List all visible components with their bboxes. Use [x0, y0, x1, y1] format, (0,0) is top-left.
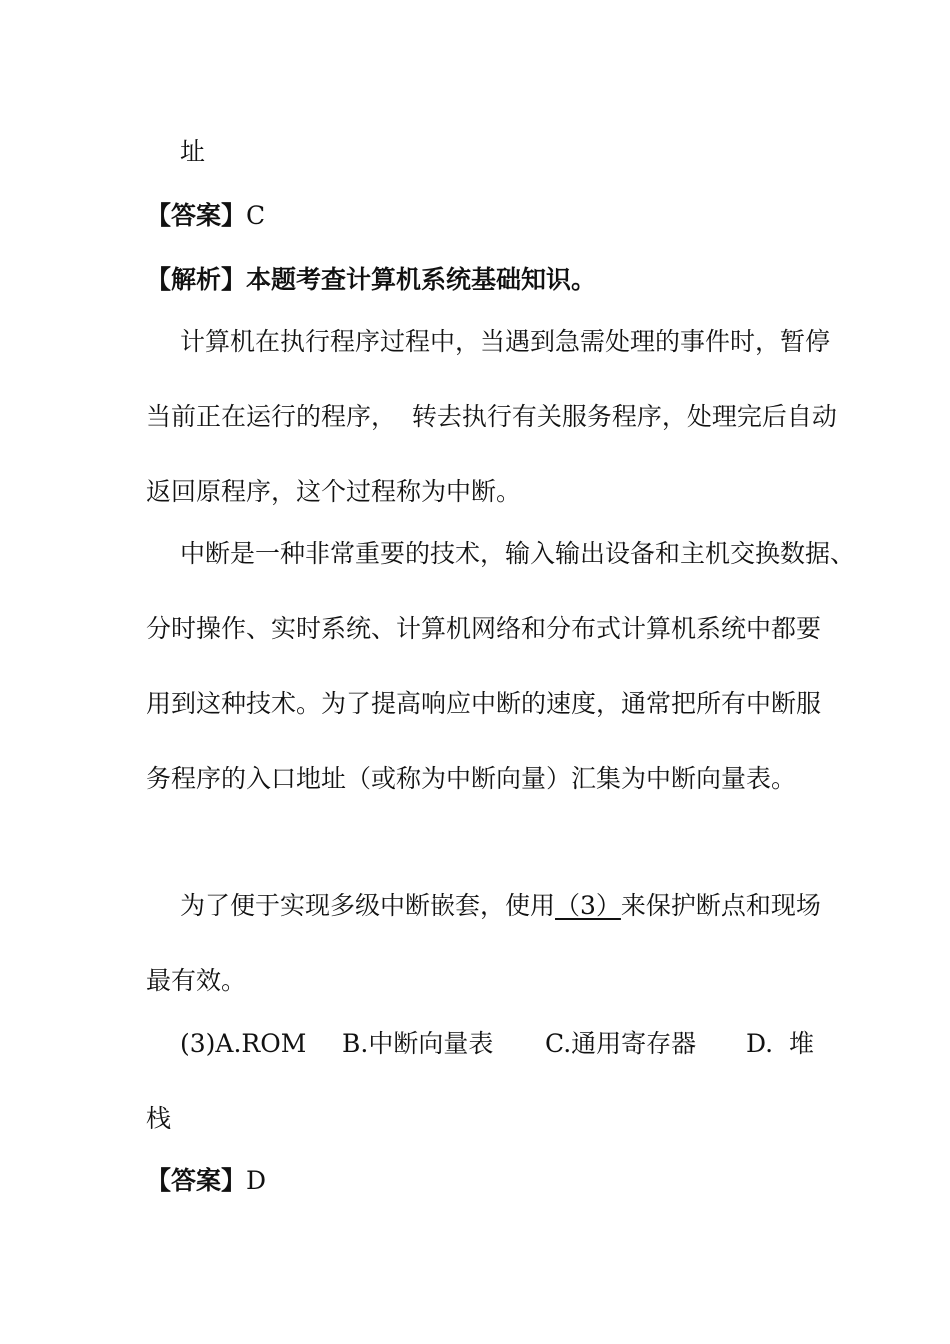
option-c: C.通用寄存器	[545, 1029, 697, 1058]
option-d: D. 堆	[746, 1029, 814, 1058]
question-pre: 为了便于实现多级中断嵌套，使用	[180, 891, 556, 920]
paragraph-1-line-2: 当前正在运行的程序， 转去执行有关服务程序，处理完后自动	[146, 402, 837, 431]
answer-label: 【答案】	[146, 1166, 247, 1195]
question-line-1	[180, 893, 821, 918]
analysis-text: 本题考查计算机系统基础知识。	[246, 265, 597, 294]
text-line-zhi: 址	[180, 137, 206, 166]
answer-label: 【答案】	[146, 201, 247, 230]
paragraph-2-line-2: 分时操作、实时系统、计算机网络和分布式计算机系统中都要	[146, 614, 822, 643]
paragraph-1-line-1: 计算机在执行程序过程中，当遇到急需处理的事件时，暂停	[180, 327, 831, 356]
option-b: B.中断向量表	[342, 1029, 494, 1058]
option-d-continued: 栈	[146, 1104, 172, 1133]
answer-value: C	[246, 201, 266, 230]
answer-2	[146, 1168, 266, 1193]
question-post: 来保护断点和现场	[620, 891, 821, 920]
answer-1	[146, 203, 265, 228]
analysis-heading	[146, 267, 596, 292]
answer-value: D	[246, 1166, 267, 1195]
analysis-label: 【解析】	[146, 265, 247, 294]
question-blank: （3）	[555, 891, 621, 920]
paragraph-2-line-1: 中断是一种非常重要的技术，输入输出设备和主机交换数据、	[180, 539, 856, 568]
paragraph-2-line-4: 务程序的入口地址（或称为中断向量）汇集为中断向量表。	[146, 764, 797, 793]
option-a: (3)A.ROM	[180, 1029, 307, 1058]
question-line-2: 最有效。	[146, 966, 247, 995]
paragraph-2-line-3: 用到这种技术。为了提高响应中断的速度，通常把所有中断服	[146, 689, 822, 718]
paragraph-1-line-3: 返回原程序，这个过程称为中断。	[146, 477, 522, 506]
